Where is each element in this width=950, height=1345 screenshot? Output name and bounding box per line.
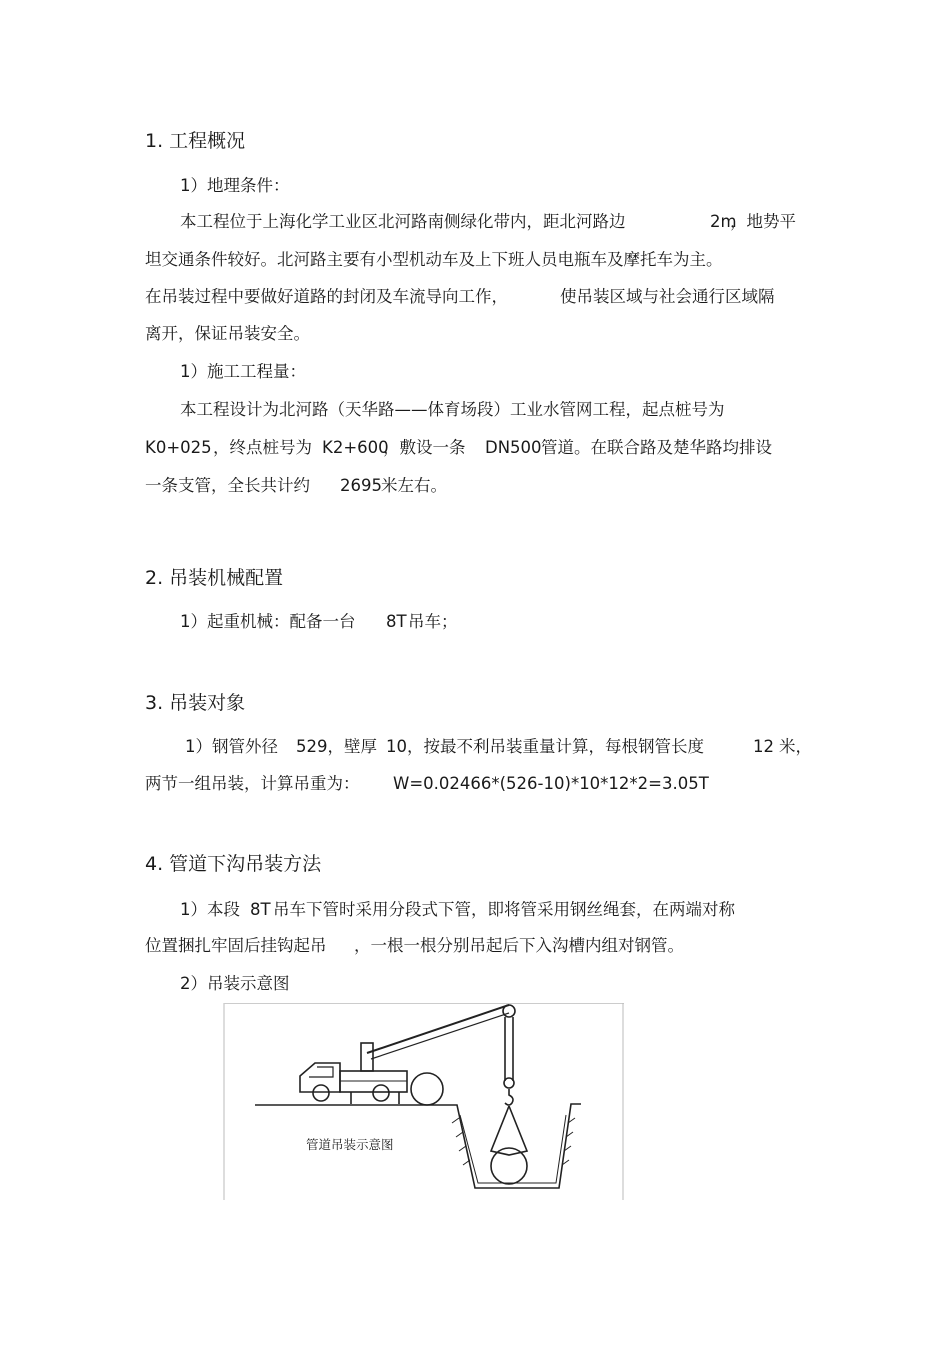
paragraph-text: 529，壁厚 [296, 737, 377, 756]
work-quantity-title: 1）施工工程量： [180, 362, 306, 381]
paragraph-text: 吊车下管时采用分段式下管，即将管采用钢丝绳套，在两端对称 [273, 900, 735, 919]
paragraph-text: 坦交通条件较好。北河路主要有小型机动车及上下班人员电瓶车及摩托车为主。 [145, 250, 723, 269]
paragraph-text: 使吊装区域与社会通行区域隔 [560, 287, 775, 306]
paragraph-text: 12 [753, 737, 774, 756]
diagram-caption: 管道吊装示意图 [306, 1137, 394, 1152]
crane-boom [367, 1005, 509, 1053]
section-4-heading: 4. 管道下沟吊装方法 [145, 853, 322, 875]
paragraph-text: 在吊装过程中要做好道路的封闭及车流导向工作， [145, 287, 508, 306]
paragraph-text: 8T [386, 612, 407, 631]
paragraph-text: 10，按最不利吊装重量计算，每根钢管长度 [386, 737, 704, 756]
section-1-heading: 1. 工程概况 [145, 130, 246, 152]
pipe-on-ground [411, 1073, 443, 1105]
paragraph-text: K0+025 [145, 438, 212, 457]
ground-trench-outline [255, 1104, 581, 1188]
paragraph-text: 2695 [340, 476, 382, 495]
paragraph-text: 1）本段 [180, 900, 240, 919]
paragraph-text: 本工程设计为北河路（天华路——体育场段）工业水管网工程，起点桩号为 [180, 400, 725, 419]
paragraph-text: 2m [710, 212, 737, 231]
paragraph-text: ，敷设一条 [383, 438, 466, 457]
crane-hook [505, 1089, 513, 1105]
paragraph-text: 管道。在联合路及楚华路均排设 [541, 438, 772, 457]
paragraph-text: 米左右。 [381, 476, 447, 495]
geo-conditions-title: 1）地理条件： [180, 176, 290, 195]
paragraph-text: 1）钢管外径 [185, 737, 278, 756]
paragraph-text: 离开，保证吊装安全。 [145, 324, 310, 343]
paragraph-text: ，一根一根分别吊起后下入沟槽内组对钢管。 [354, 936, 684, 955]
paragraph-text: 8T [250, 900, 271, 919]
paragraph-text: ，地势平 [730, 212, 796, 231]
paragraph-text: W=0.02466*(526-10)*10*12*2=3.05T [393, 774, 709, 793]
paragraph-text: 两节一组吊装，计算吊重为： [145, 774, 360, 793]
truck-wheel-rear [373, 1085, 389, 1101]
paragraph-text: 本工程位于上海化学工业区北河路南侧绿化带内，距北河路边 [180, 212, 626, 231]
paragraph-text: ，终点桩号为 [213, 438, 312, 457]
diagram-title: 2）吊装示意图 [180, 974, 290, 993]
paragraph-text: 吊车； [408, 612, 458, 631]
paragraph-text: 一条支管，全长共计约 [145, 476, 310, 495]
truck-wheel-front [313, 1085, 329, 1101]
trench-hatch [452, 1118, 575, 1165]
paragraph-text: DN500 [485, 438, 542, 457]
pipe-in-trench [491, 1148, 527, 1184]
section-3-heading: 3. 吊装对象 [145, 692, 246, 714]
crane-base [361, 1043, 373, 1071]
paragraph-text: 1）起重机械：配备一台 [180, 612, 356, 631]
paragraph-text: 米， [779, 737, 812, 756]
paragraph-text: K2+600 [322, 438, 389, 457]
lifting-diagram [223, 1003, 624, 1200]
section-2-heading: 2. 吊装机械配置 [145, 567, 284, 589]
paragraph-text: 位置捆扎牢固后挂钩起吊 [145, 936, 327, 955]
